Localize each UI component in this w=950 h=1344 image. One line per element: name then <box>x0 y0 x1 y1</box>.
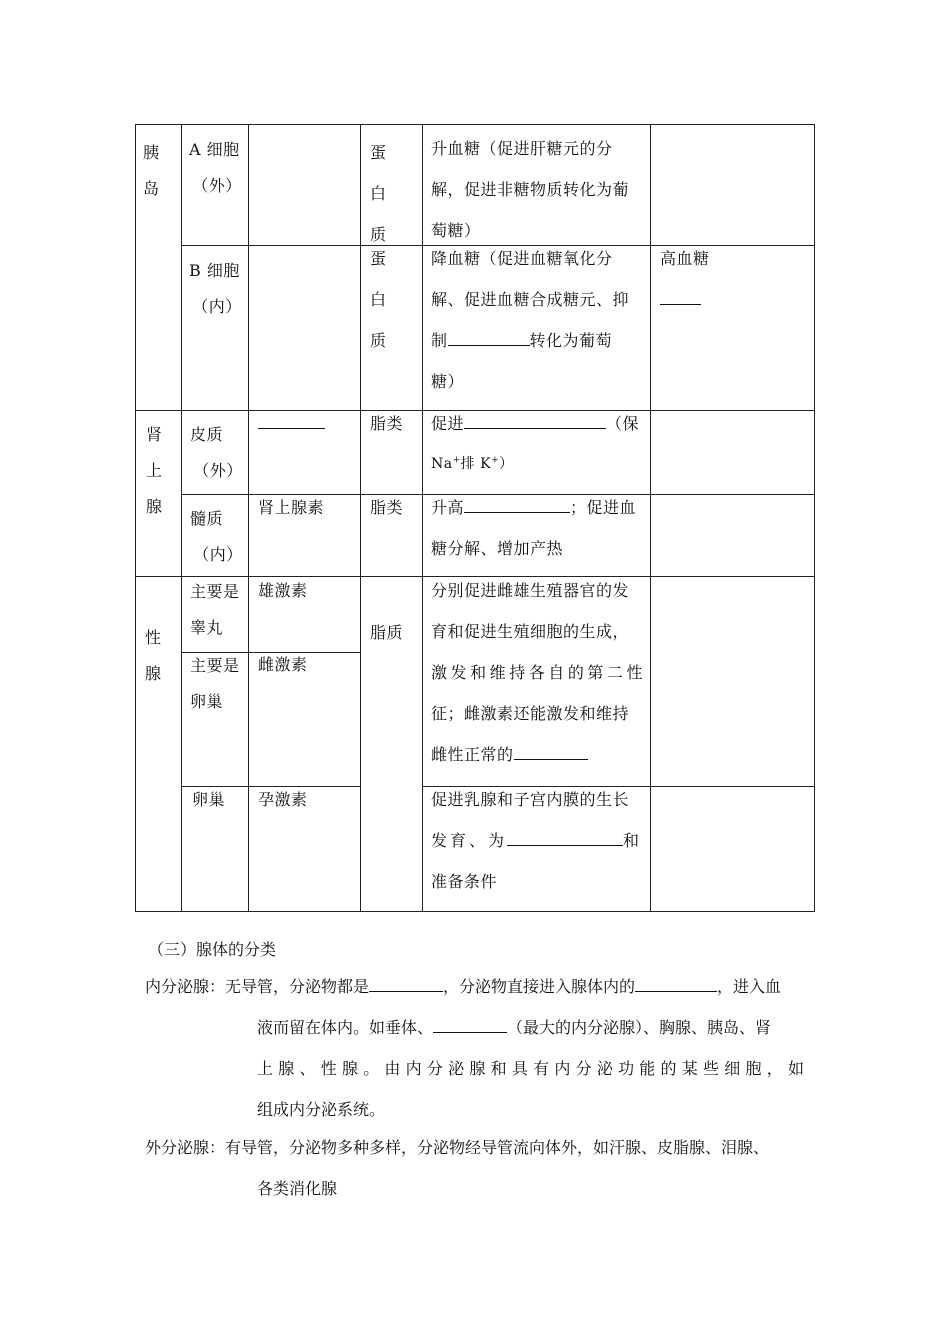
function-line: 促进乳腺和子宫内膜的生长 <box>431 790 630 809</box>
b-cell-disease <box>660 238 710 320</box>
function-text: 升高 <box>431 498 465 517</box>
a-cell-nature <box>370 132 414 255</box>
gland-adrenal <box>146 417 163 525</box>
function-line <box>431 444 645 485</box>
function-line: 升血糖（促进肝糖元的分 <box>431 139 613 158</box>
ovary-hormone: 雌激素 <box>258 655 308 674</box>
source-text: 睾丸 <box>190 618 224 637</box>
ion-charge: + <box>491 455 500 466</box>
b-cell-nature <box>370 238 414 361</box>
nature-line: 蛋 白 <box>370 143 404 203</box>
col-divider-5 <box>650 124 651 912</box>
exocrine-line-2: 各类消化腺 <box>257 1179 338 1198</box>
para-text: 有导管，分泌物多种多样，分泌物经导管流向体外，如汗腺、皮脂腺、泪腺、 <box>225 1138 770 1157</box>
function-text: 发育、为 <box>431 831 508 850</box>
answer-blank <box>464 495 570 513</box>
medulla-label <box>190 501 246 573</box>
b-cell-label <box>189 253 245 325</box>
exocrine-line-1 <box>145 1136 769 1160</box>
source-text: 卵巢 <box>190 692 224 711</box>
part-position: （外） <box>193 461 243 480</box>
para-text: ，分泌物直接进入腺体内的 <box>443 977 636 996</box>
function-line <box>431 734 643 775</box>
function-line <box>431 320 643 361</box>
cell-position: （内） <box>192 297 242 316</box>
endocrine-label: 内分泌腺： <box>145 977 226 996</box>
medulla-function <box>431 487 645 569</box>
function-text: 转化为葡萄 <box>529 331 613 350</box>
function-line: 解，促进非糖物质转化为葡 <box>431 180 630 199</box>
section-title: （三）腺体的分类 <box>148 940 277 959</box>
function-line: 激发和维持各自的第二性 <box>431 663 643 682</box>
gland-char: 腺 <box>145 664 162 683</box>
col-divider-3 <box>360 124 361 912</box>
endocrine-line-3: 上腺、性腺。由内分泌腺和具有内分泌功能的某些细胞，如 <box>257 1059 804 1078</box>
exocrine-label: 外分泌腺： <box>145 1138 226 1157</box>
function-line: 降血糖（促进血糖氧化分 <box>431 249 613 268</box>
col-divider-4 <box>422 124 423 912</box>
ion-charge: + <box>452 455 461 466</box>
ovary2-label: 卵巢 <box>192 790 226 809</box>
gland-pancreas <box>143 135 160 207</box>
ion-text: Na <box>431 456 453 472</box>
disease-blank-line <box>660 279 710 320</box>
function-text: ；促进血 <box>570 498 637 517</box>
ovary2-hormone: 孕激素 <box>258 790 308 809</box>
answer-blank <box>507 828 623 846</box>
table-border-bottom <box>135 911 815 912</box>
disease-text: 高血糖 <box>660 249 710 268</box>
function-line <box>431 487 645 528</box>
answer-blank <box>660 287 701 305</box>
function-text: 雌性正常的 <box>431 745 514 764</box>
para-text: ，进入血 <box>717 977 782 996</box>
table-border-top <box>135 124 815 125</box>
gland-char: 岛 <box>143 179 160 198</box>
ovary2-function <box>431 779 643 902</box>
source-text: 主要是 <box>190 656 240 675</box>
part-name: 髓质 <box>190 509 224 528</box>
gland-char: 上 <box>146 461 163 480</box>
para-text: 液而留在体内。如垂体、 <box>257 1018 434 1037</box>
gonad-nature: 脂质 <box>370 623 404 642</box>
function-line: 分别促进雌雄生殖器官的发 <box>431 581 630 600</box>
answer-blank <box>369 974 443 992</box>
function-line <box>431 403 645 444</box>
nature-line: 质 <box>370 331 387 350</box>
function-line: 糖） <box>431 372 465 391</box>
para-text: （最大的内分泌腺）、胸腺、胰岛、肾 <box>507 1018 772 1037</box>
answer-blank <box>448 328 530 346</box>
function-text: 和 <box>623 831 640 850</box>
gland-char: 肾 <box>146 425 163 444</box>
function-line: 解、促进血糖合成糖元、抑 <box>431 290 630 309</box>
gland-char: 性 <box>145 628 162 647</box>
function-line: 育和促进生殖细胞的生成， <box>431 622 630 641</box>
cortex-function <box>431 403 645 485</box>
function-line: 准备条件 <box>431 872 498 891</box>
cortex-hormone <box>258 403 325 444</box>
endocrine-line-4: 组成内分泌系统。 <box>257 1100 386 1119</box>
cell-name: A 细胞 <box>189 140 240 159</box>
a-cell-label <box>189 132 245 204</box>
function-text: 促进 <box>431 414 465 433</box>
endocrine-line-1 <box>145 974 781 999</box>
cortex-nature: 脂类 <box>370 414 404 433</box>
testis-hormone: 雄激素 <box>258 581 308 600</box>
col-divider-1 <box>181 124 182 912</box>
cell-name: B 细胞 <box>189 261 240 280</box>
gland-char: 腺 <box>146 497 163 516</box>
answer-blank <box>258 411 325 429</box>
ion-text: 排 K <box>460 456 492 472</box>
medulla-hormone: 肾上腺素 <box>258 498 325 517</box>
a-cell-function <box>431 128 643 251</box>
medulla-nature: 脂类 <box>370 498 404 517</box>
answer-blank <box>433 1015 507 1033</box>
gland-gonad <box>145 620 162 692</box>
testis-label <box>190 574 240 646</box>
endocrine-line-2 <box>257 1015 771 1040</box>
function-line: 糖分解、增加产热 <box>431 539 564 558</box>
answer-blank <box>514 742 588 760</box>
part-name: 皮质 <box>190 425 224 444</box>
function-text: 制 <box>431 331 448 350</box>
col-divider-2 <box>248 124 249 912</box>
answer-blank <box>635 974 717 992</box>
ion-text: ） <box>499 456 514 472</box>
function-line: 征；雌激素还能激发和维持 <box>431 704 630 723</box>
answer-blank <box>464 411 606 429</box>
cortex-label <box>190 417 246 489</box>
function-line: 萄糖） <box>431 221 481 240</box>
nature-line: 质 <box>370 225 387 244</box>
part-position: （内） <box>193 545 243 564</box>
function-line <box>431 820 643 861</box>
cell-position: （外） <box>192 176 242 195</box>
ovary-label <box>190 648 240 720</box>
source-text: 主要是 <box>190 582 240 601</box>
gland-char: 胰 <box>143 143 160 162</box>
function-text: （保 <box>606 414 640 433</box>
table-border-right <box>814 124 815 912</box>
nature-line: 蛋 白 <box>370 249 404 309</box>
b-cell-function <box>431 238 643 402</box>
table-border-left <box>135 124 136 912</box>
gonad-function <box>431 570 643 775</box>
para-text: 无导管，分泌物都是 <box>225 977 370 996</box>
